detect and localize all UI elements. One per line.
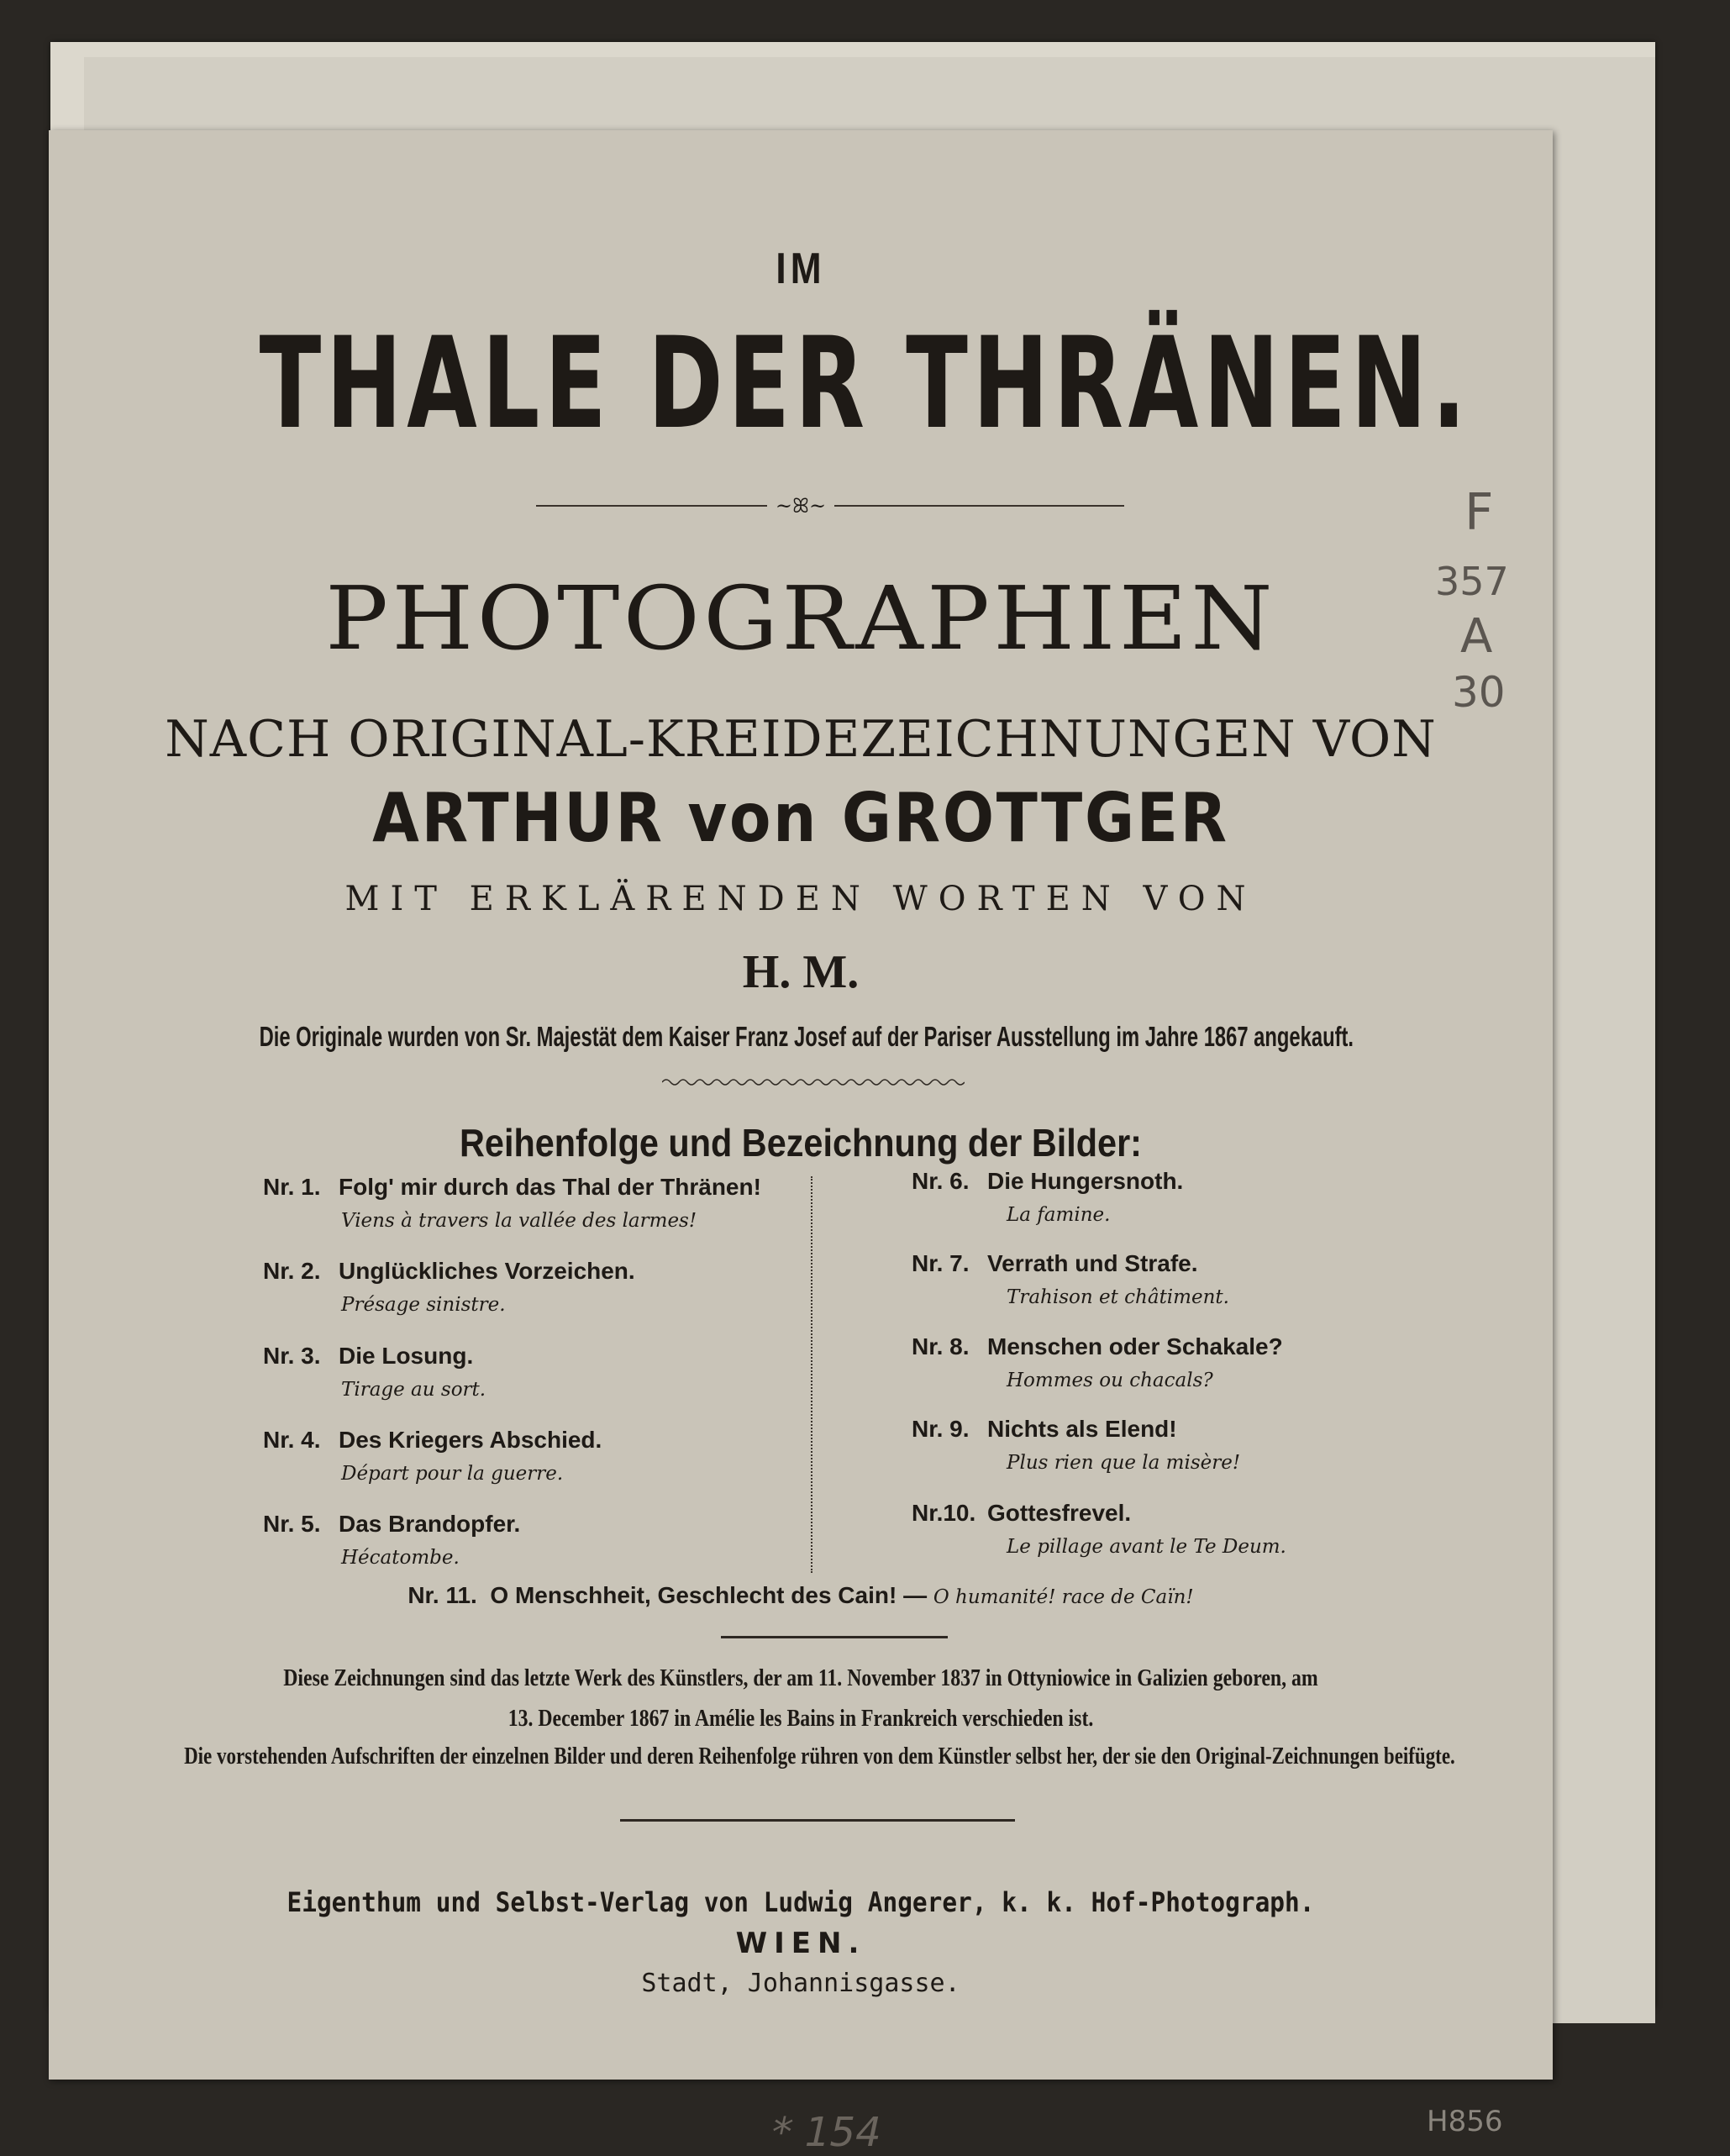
- column-divider: [811, 1176, 812, 1573]
- main-title: THALE DER THRÄNEN.: [259, 311, 1471, 457]
- author-initials: H. M.: [742, 946, 860, 998]
- list-item-french: Le pillage avant le Te Deum.: [1007, 1536, 1286, 1558]
- mit-line: MIT ERKLÄRENDEN WORTEN VON: [344, 880, 1257, 918]
- list-item-french: Départ pour la guerre.: [341, 1463, 564, 1485]
- list-item-french: Hécatombe.: [341, 1547, 460, 1569]
- list-item: Nr. 2. Unglückliches Vorzeichen.: [263, 1258, 635, 1284]
- list-item-french: Trahison et châtiment.: [1007, 1286, 1229, 1308]
- list-item: Nr. 8. Menschen oder Schakale?: [912, 1333, 1283, 1359]
- list-item-last: Nr. 11. O Menschheit, Geschlecht des Cain! — O humanité! race de Caïn!: [408, 1582, 1194, 1608]
- list-item: Nr. 1. Folg' mir durch das Thal der Thränen!: [263, 1174, 761, 1200]
- biography-note: Diese Zeichnungen sind das letzte Werk des Künstlers, der am 11. November 1837 in Ottyniowice in Galizien geboren, am 13. December 1867 in Amélie les Bains in Frankreich verschieden ist.: [283, 1664, 1318, 1732]
- list-item-french: Présage sinistre.: [341, 1294, 506, 1316]
- list-item-french: Hommes ou chacals?: [1007, 1370, 1213, 1391]
- artist-name: ARTHUR von GROTTGER: [372, 779, 1229, 857]
- notes-rule: [721, 1636, 948, 1638]
- list-item: Nr. 3. Die Losung.: [263, 1343, 474, 1369]
- title-prefix: IM: [776, 245, 826, 293]
- publisher-rule: [620, 1819, 1015, 1822]
- wavy-divider: [662, 1075, 965, 1089]
- list-item-french: Viens à travers la vallée des larmes!: [341, 1210, 697, 1232]
- titles-note: Die vorstehenden Aufschriften der einzelnen Bilder und deren Reihenfolge rühren von dem Künstler selbst her, der sie den Original-Zeichnungen beifügte.: [184, 1743, 1455, 1769]
- originale-note: Die Originale wurden von Sr. Majestät dem Kaiser Franz Josef auf der Pariser Ausstellung im Jahre 1867 angekauft.: [259, 1021, 1354, 1052]
- list-item: Nr. 4. Des Kriegers Abschied.: [263, 1427, 602, 1453]
- publisher-city: WIEN.: [735, 1927, 866, 1960]
- list-item: Nr. 9. Nichts als Elend!: [912, 1416, 1177, 1442]
- list-item-french: Plus rien que la misère!: [1007, 1452, 1241, 1474]
- list-item-french: Tirage au sort.: [341, 1379, 486, 1401]
- pencil-note-f: F: [1464, 483, 1494, 542]
- list-heading: Reihenfolge und Bezeichnung der Bilder:: [460, 1121, 1142, 1165]
- list-item: Nr.10. Gottesfrevel.: [912, 1500, 1132, 1526]
- ornament-icon: ~ꕤ~: [49, 494, 1553, 518]
- pencil-note-30: 30: [1452, 668, 1506, 717]
- pencil-margin-note: H856: [1427, 2105, 1503, 2138]
- list-item: Nr. 5. Das Brandopfer.: [263, 1511, 521, 1537]
- poster-sheet: [49, 130, 1553, 2156]
- list-item: Nr. 6. Die Hungersnoth.: [912, 1168, 1184, 1194]
- list-item-french: La famine.: [1007, 1204, 1111, 1226]
- pencil-note-a: A: [1460, 609, 1493, 664]
- photographien-heading: PHOTOGRAPHIEN: [325, 567, 1276, 670]
- nach-line: NACH ORIGINAL-KREIDEZEICHNUNGEN VON: [165, 710, 1437, 769]
- publisher-line: Eigenthum und Selbst-Verlag von Ludwig Angerer, k. k. Hof-Photograph.: [287, 1886, 1315, 1918]
- pencil-note-357: 357: [1435, 559, 1509, 604]
- pencil-catalog-number: * 154: [766, 2109, 886, 2156]
- list-item: Nr. 7. Verrath und Strafe.: [912, 1250, 1198, 1276]
- publisher-address: Stadt, Johannisgasse.: [641, 1969, 960, 1998]
